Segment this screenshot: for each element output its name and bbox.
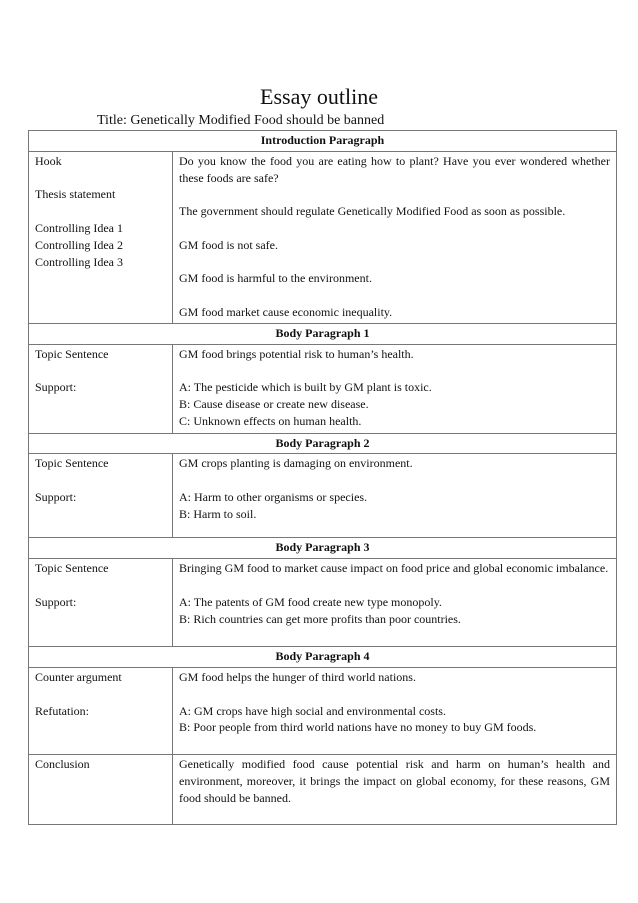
body1-header: Body Paragraph 1	[29, 323, 617, 344]
body2-support-b: B: Harm to soil.	[179, 506, 257, 521]
body3-row	[29, 559, 617, 647]
body4-label-refutation: Refutation:	[35, 703, 89, 718]
body3-content	[173, 559, 617, 647]
body2-label-support: Support:	[35, 489, 77, 504]
intro-header: Introduction Paragraph	[29, 131, 617, 152]
label-thesis: Thesis statement	[35, 187, 116, 202]
essay-title: Title: Genetically Modified Food should be banned	[97, 113, 385, 128]
body4-refutation-b: B: Poor people from third world nations have no money to buy GM foods.	[179, 720, 537, 735]
body3-support-a: A: The patents of GM food create new type monopoly.	[179, 594, 442, 609]
hook-text: Do you know the food you are eating how to plant? Have you ever wondered whether these foods are safe?	[179, 153, 610, 185]
body1-topic: GM food brings potential risk to human’s health.	[179, 346, 414, 361]
body3-topic: Bringing GM food to market cause impact on food price and global economic imbalance.	[179, 561, 609, 576]
idea-3-text: GM food market cause economic inequality.	[179, 304, 393, 319]
intro-labels	[29, 151, 173, 323]
body2-label-topic: Topic Sentence	[35, 456, 109, 471]
body1-label-support: Support:	[35, 380, 77, 395]
intro-row	[29, 151, 617, 323]
body2-row	[29, 454, 617, 538]
idea-1-text: GM food is not safe.	[179, 237, 278, 252]
body2-header: Body Paragraph 2	[29, 433, 617, 454]
body2-content	[173, 454, 617, 538]
body3-header: Body Paragraph 3	[29, 538, 617, 559]
body1-support-c: C: Unknown effects on human health.	[179, 413, 362, 428]
body1-support-a: A: The pesticide which is built by GM plant is toxic.	[179, 380, 432, 395]
body4-content	[173, 667, 617, 754]
body3-label-topic: Topic Sentence	[35, 561, 109, 576]
body4-row	[29, 667, 617, 754]
page-title: Essay outline	[260, 84, 378, 109]
body3-header-row	[29, 538, 617, 559]
body4-counter: GM food helps the hunger of third world nations.	[179, 669, 416, 684]
body1-header-row	[29, 323, 617, 344]
label-idea-1: Controlling Idea 1	[35, 220, 123, 235]
body4-labels	[29, 667, 173, 754]
intro-header-row	[29, 131, 617, 152]
label-idea-2: Controlling Idea 2	[35, 237, 123, 252]
body1-label-topic: Topic Sentence	[35, 346, 109, 361]
body2-labels	[29, 454, 173, 538]
body3-support-b: B: Rich countries can get more profits than poor countries.	[179, 611, 461, 626]
body3-labels	[29, 559, 173, 647]
body4-header-row	[29, 647, 617, 668]
body1-labels	[29, 344, 173, 433]
body1-support-b: B: Cause disease or create new disease.	[179, 396, 369, 411]
idea-2-text: GM food is harmful to the environment.	[179, 271, 372, 286]
body4-refutation-a: A: GM crops have high social and environmental costs.	[179, 703, 446, 718]
body3-label-support: Support:	[35, 594, 77, 609]
thesis-text: The government should regulate Genetically Modified Food as soon as possible.	[179, 204, 566, 219]
label-idea-3: Controlling Idea 3	[35, 254, 123, 269]
body2-topic: GM crops planting is damaging on environment.	[179, 456, 413, 471]
body2-header-row	[29, 433, 617, 454]
conclusion-text: Genetically modified food cause potential risk and harm on human’s health and environment, moreover, it brings the impact on global economy, for these reasons, GM food should be banned.	[173, 754, 617, 824]
label-hook: Hook	[35, 153, 62, 168]
conclusion-row	[29, 754, 617, 824]
conclusion-label: Conclusion	[29, 754, 173, 824]
intro-content	[173, 151, 617, 323]
outline-table	[28, 130, 617, 825]
body4-label-counter: Counter argument	[35, 669, 122, 684]
body2-support-a: A: Harm to other organisms or species.	[179, 489, 368, 504]
body1-row	[29, 344, 617, 433]
body1-content	[173, 344, 617, 433]
body4-header: Body Paragraph 4	[29, 647, 617, 668]
